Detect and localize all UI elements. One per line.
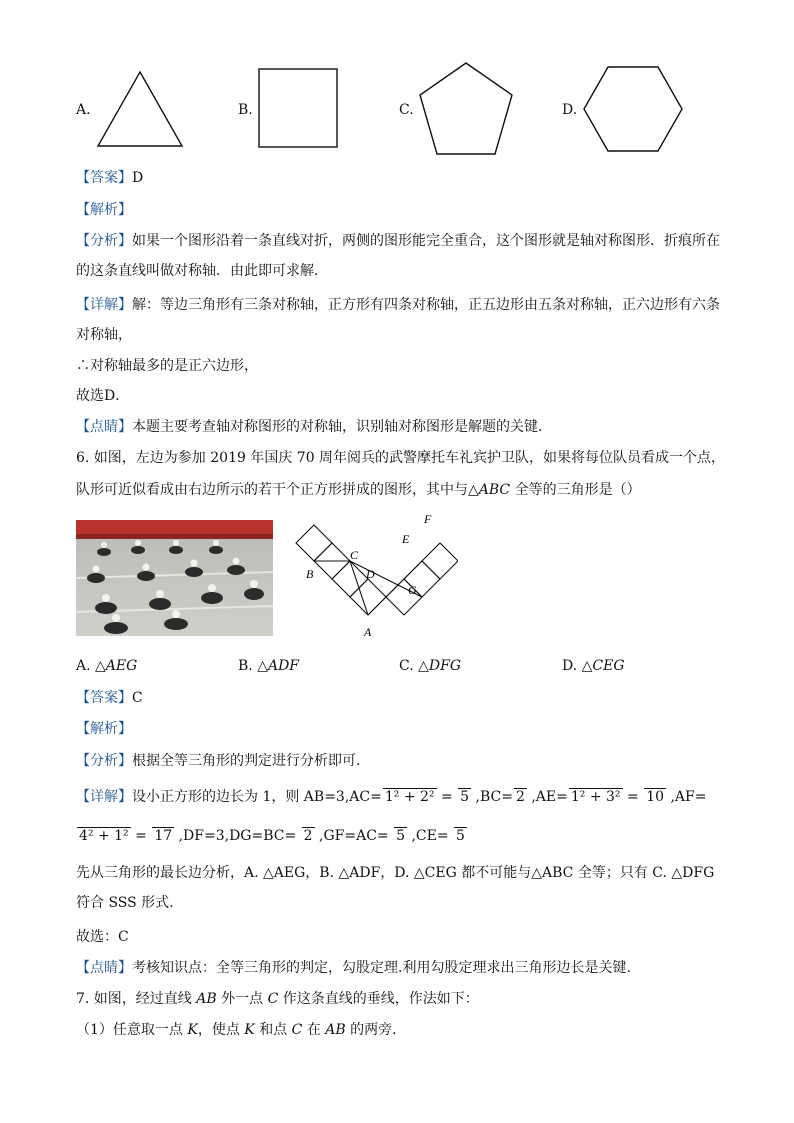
q6-option-d: D. △CEG <box>562 658 625 674</box>
q6-comment: 【点睛】考核知识点：全等三角形的判定，勾股定理.利用勾股定理求出三角形边长是关键. <box>76 960 631 976</box>
q6-option-c: C. △DFG <box>399 658 462 674</box>
q5-analysis-heading: 【解析】 <box>76 202 132 218</box>
option-b-label: B. <box>238 102 253 118</box>
q5-comment: 【点睛】本题主要考查轴对称图形的对称轴，识别轴对称图形是解题的关键． <box>76 419 552 435</box>
q6-detail-line2: 4² + 1² = 17 ,DF=3,DG=BC= 2 ,GF=AC= 5 ,CE= 5 <box>79 828 465 844</box>
q5-answer: 【答案】D <box>76 170 144 186</box>
q6-stem-line2: 队形可近似看成由右边所示的若干个正方形拼成的图形，其中与△ABC 全等的三角形是（） <box>76 482 641 498</box>
label-c: C <box>350 548 359 562</box>
label-g: G <box>408 583 417 597</box>
q5-detail: 【详解】解：等边三角形有三条对称轴，正方形有四条对称轴，正五边形由五条对称轴，正六边形有六条对称轴， <box>76 297 720 343</box>
label-b: B <box>306 567 314 581</box>
q6-analysis-heading: 【解析】 <box>76 721 132 737</box>
triangle-shape <box>94 66 186 150</box>
q6-option-b: B. △ADF <box>238 658 300 674</box>
q6-choose: 故选：C <box>76 929 129 945</box>
label-d: D <box>366 567 375 581</box>
q6-compare: 先从三角形的最长边分析，A. △AEG，B. △ADF，D. △CEG 都不可能与△ABC 全等；只有 C. △DFG 符合 SSS 形式. <box>76 865 715 911</box>
q6-analysis: 【分析】根据全等三角形的判定进行分析即可. <box>76 753 361 769</box>
pentagon-shape <box>416 60 516 158</box>
q5-analysis: 【分析】如果一个图形沿着一条直线对折，两侧的图形能完全重合，这个图形就是轴对称图形．折痕所在的这条直线叫做对称轴．由此即可求解． <box>76 233 720 279</box>
label-f: F <box>424 512 432 526</box>
q5-therefore: ∴对称轴最多的是正六边形， <box>76 358 258 374</box>
hexagon-shape <box>580 64 686 154</box>
option-c-label: C. <box>399 102 414 118</box>
label-e: E <box>402 532 410 546</box>
parade-photo <box>76 520 273 636</box>
q5-choose: 故选D． <box>76 388 130 404</box>
option-d-label: D. <box>562 102 578 118</box>
q7-step1: （1）任意取一点 K，使点 K 和点 C 在 AB 的两旁． <box>76 1022 407 1038</box>
squares-figure <box>288 512 458 642</box>
q6-detail-line1: 【详解】设小正方形的边长为 1，则 AB=3,AC= 1² + 2² = 5 ,BC= 2 ,AE= 1² + 3² = 10 ,AF= <box>76 789 707 805</box>
square-shape <box>256 66 340 150</box>
q6-answer: 【答案】C <box>76 690 143 706</box>
q6-stem-line1: 6. 如图，左边为参加 2019 年国庆 70 周年阅兵的武警摩托车礼宾护卫队，如果将每位队员看成一个点， <box>76 450 726 466</box>
q6-option-a: A. △AEG <box>76 658 138 674</box>
label-a: A <box>364 625 372 639</box>
q7-stem: 7. 如图，经过直线 AB 外一点 C 作这条直线的垂线，作法如下： <box>76 991 479 1007</box>
option-a-label: A. <box>76 102 91 118</box>
